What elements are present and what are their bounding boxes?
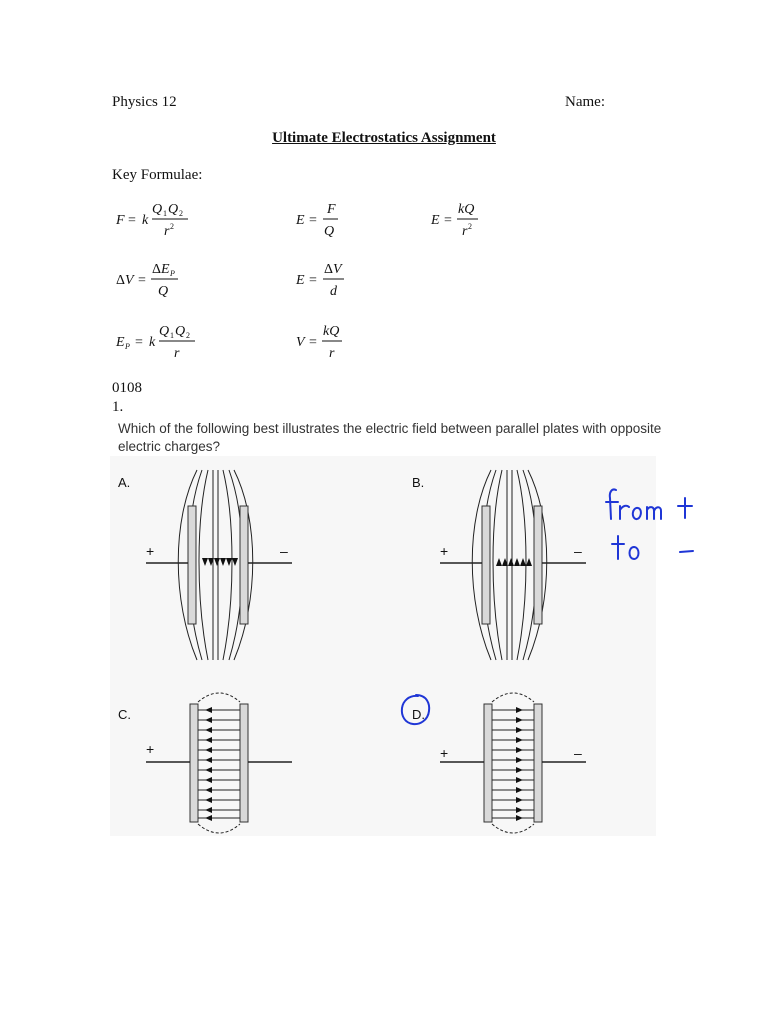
key-formulae-label: Key Formulae: [112, 167, 203, 183]
svg-text:E: E [296, 213, 305, 228]
svg-text:V: V [333, 262, 342, 277]
svg-text:E: E [116, 335, 125, 350]
option-a-diagram [112, 460, 352, 670]
question-number: 1. [112, 399, 124, 415]
svg-text:Δ: Δ [324, 262, 334, 277]
svg-text:1: 1 [163, 209, 167, 218]
option-d-figure [406, 686, 646, 836]
potential-formula [296, 324, 342, 361]
svg-text:Q: Q [168, 202, 179, 217]
option-c-diagram [112, 686, 352, 836]
svg-text:2: 2 [170, 222, 174, 231]
option-c-plus: + [146, 741, 155, 757]
question-code: 0108 [112, 380, 142, 396]
svg-text:r: r [174, 346, 180, 361]
svg-text:k: k [149, 335, 156, 350]
option-c-figure [112, 686, 352, 836]
svg-text:Q: Q [175, 324, 186, 339]
svg-text:=: = [309, 273, 317, 288]
coulomb-law-formula [115, 202, 188, 239]
name-label: Name: [565, 94, 605, 110]
question-text-line2: electric charges? [118, 439, 221, 454]
svg-text:P: P [125, 342, 130, 351]
option-b-plus: + [440, 543, 449, 559]
option-a-label: A. [118, 475, 131, 490]
svg-text:=: = [444, 213, 452, 228]
formulae-block [108, 195, 528, 365]
point-field-formula [430, 202, 478, 239]
handwritten-note [600, 484, 710, 574]
svg-text:Q: Q [324, 224, 335, 239]
option-b-label: B. [412, 475, 425, 490]
svg-text:E: E [161, 262, 170, 277]
option-b-minus: – [574, 543, 582, 559]
svg-text:1: 1 [170, 331, 174, 340]
svg-text:d: d [330, 284, 337, 299]
option-c-label: C. [118, 707, 131, 722]
svg-text:=: = [309, 213, 317, 228]
answer-circle-mark [398, 692, 434, 728]
page-title: Ultimate Electrostatics Assignment [272, 130, 496, 146]
svg-text:Q: Q [152, 202, 163, 217]
svg-text:E: E [431, 213, 440, 228]
potential-energy-formula [115, 324, 195, 361]
option-d-label: D. [412, 707, 425, 722]
option-a-minus: – [280, 543, 288, 559]
field-force-formula [295, 202, 338, 239]
svg-text:r: r [329, 346, 335, 361]
svg-text:V: V [125, 273, 134, 288]
svg-text:F: F [116, 213, 125, 228]
svg-text:k: k [142, 213, 149, 228]
svg-text:Δ: Δ [152, 262, 162, 277]
svg-text:Δ: Δ [116, 273, 126, 288]
svg-text:=: = [138, 273, 146, 288]
svg-text:r: r [164, 224, 170, 239]
svg-text:P: P [170, 269, 175, 278]
option-a-figure [112, 460, 352, 670]
uniform-field-formula [295, 262, 344, 299]
option-a-plus: + [146, 543, 155, 559]
svg-text:kQ: kQ [458, 202, 475, 217]
svg-text:Q: Q [159, 324, 170, 339]
option-d-minus: – [574, 745, 582, 761]
option-d-diagram [406, 686, 646, 836]
question-text-line1: Which of the following best illustrates the electric field between parallel plates with opposite [118, 421, 662, 436]
svg-text:=: = [135, 335, 143, 350]
svg-text:F: F [327, 202, 336, 217]
svg-text:Q: Q [158, 284, 169, 299]
course-label: Physics 12 [112, 94, 177, 110]
svg-text:E: E [296, 273, 305, 288]
svg-text:V: V [296, 335, 305, 350]
svg-text:kQ: kQ [323, 324, 340, 339]
svg-text:2: 2 [468, 222, 472, 231]
svg-text:r: r [462, 224, 468, 239]
svg-text:2: 2 [179, 209, 183, 218]
option-d-plus: + [440, 745, 449, 761]
svg-text:=: = [128, 213, 136, 228]
svg-text:=: = [309, 335, 317, 350]
potential-difference-formula [116, 262, 178, 299]
svg-text:2: 2 [186, 331, 190, 340]
